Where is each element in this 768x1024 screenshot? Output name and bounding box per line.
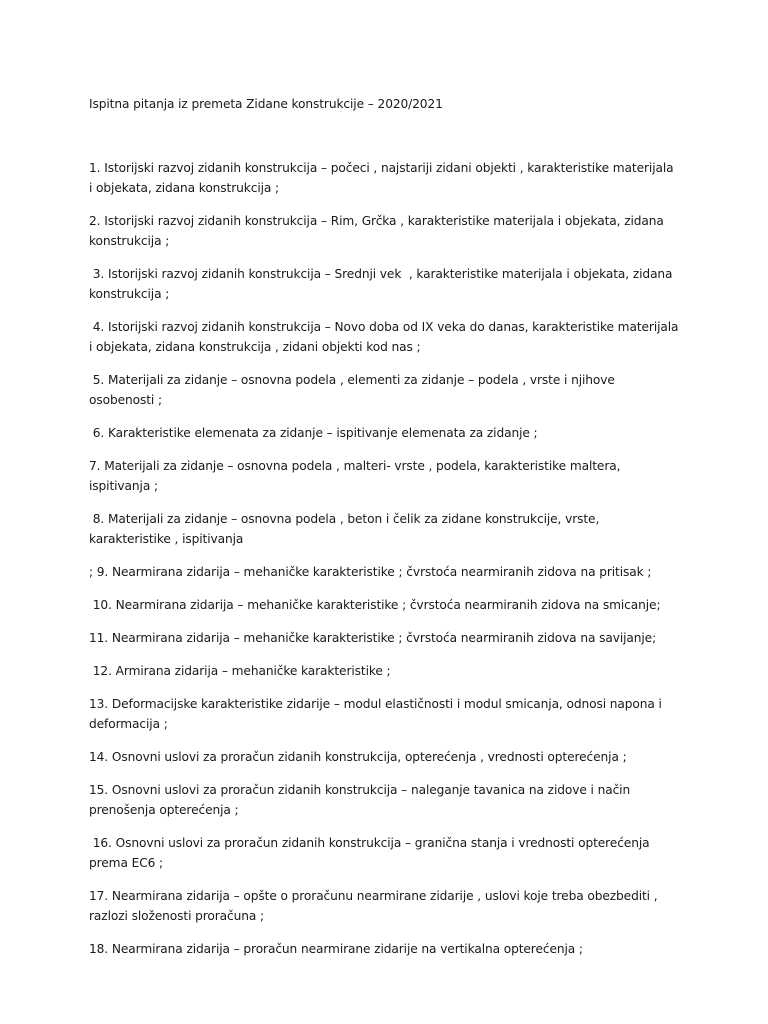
- question-item: 4. Istorijski razvoj zidanih konstrukcija – Novo doba od IX veka do danas, karakteristike materijala i objekata, zidana konstrukcija , zidani objekti kod nas ;: [89, 320, 683, 354]
- question-item: 12. Armirana zidarija – mehaničke karakteristike ;: [89, 664, 391, 678]
- question-item: 18. Nearmirana zidarija – proračun nearmirane zidarije na vertikalna opterećenja ;: [89, 942, 583, 956]
- question-item: 1. Istorijski razvoj zidanih konstrukcija – počeci , najstariji zidani objekti , karakteristike materijala i objekata, zidana konstrukcija ;: [89, 161, 678, 195]
- question-item: 3. Istorijski razvoj zidanih konstrukcija – Srednji vek , karakteristike materijala i objekata, zidana konstrukcija ;: [89, 267, 677, 301]
- document-title: Ispitna pitanja iz premeta Zidane konstrukcije – 2020/2021: [89, 97, 443, 111]
- question-item: 2. Istorijski razvoj zidanih konstrukcija – Rim, Grčka , karakteristike materijala i objekata, zidana konstrukcija ;: [89, 214, 668, 248]
- question-item: 17. Nearmirana zidarija – opšte o proračunu nearmirane zidarije , uslovi koje treba obezbediti , razlozi složenosti proračuna ;: [89, 889, 662, 923]
- question-item: 5. Materijali za zidanje – osnovna podela , elementi za zidanje – podela , vrste i njihove osobenosti ;: [89, 373, 619, 407]
- question-item: 7. Materijali za zidanje – osnovna podela , malteri- vrste , podela, karakteristike maltera, ispitivanja ;: [89, 459, 625, 493]
- question-item: 11. Nearmirana zidarija – mehaničke karakteristike ; čvrstoća nearmiranih zidova na savijanje;: [89, 631, 657, 645]
- question-item: 8. Materijali za zidanje – osnovna podela , beton i čelik za zidane konstrukcije, vrste, karakteristike , ispitivanja: [89, 512, 603, 546]
- question-item: 15. Osnovni uslovi za proračun zidanih konstrukcija – naleganje tavanica na zidove i način prenošenja opterećenja ;: [89, 783, 634, 817]
- question-item: 16. Osnovni uslovi za proračun zidanih konstrukcija – granična stanja i vrednosti opterećenja prema EC6 ;: [89, 836, 654, 870]
- question-item: 10. Nearmirana zidarija – mehaničke karakteristike ; čvrstoća nearmiranih zidova na smicanje;: [89, 598, 661, 612]
- document-body: [89, 94, 683, 972]
- question-item: ; 9. Nearmirana zidarija – mehaničke karakteristike ; čvrstoća nearmiranih zidova na pritisak ;: [89, 565, 652, 579]
- question-item: 14. Osnovni uslovi za proračun zidanih konstrukcija, opterećenja , vrednosti opterećenja ;: [89, 750, 627, 764]
- question-item: 13. Deformacijske karakteristike zidarije – modul elastičnosti i modul smicanja, odnosi napona i deformacija ;: [89, 697, 666, 731]
- question-item: 6. Karakteristike elemenata za zidanje – ispitivanje elemenata za zidanje ;: [89, 426, 538, 440]
